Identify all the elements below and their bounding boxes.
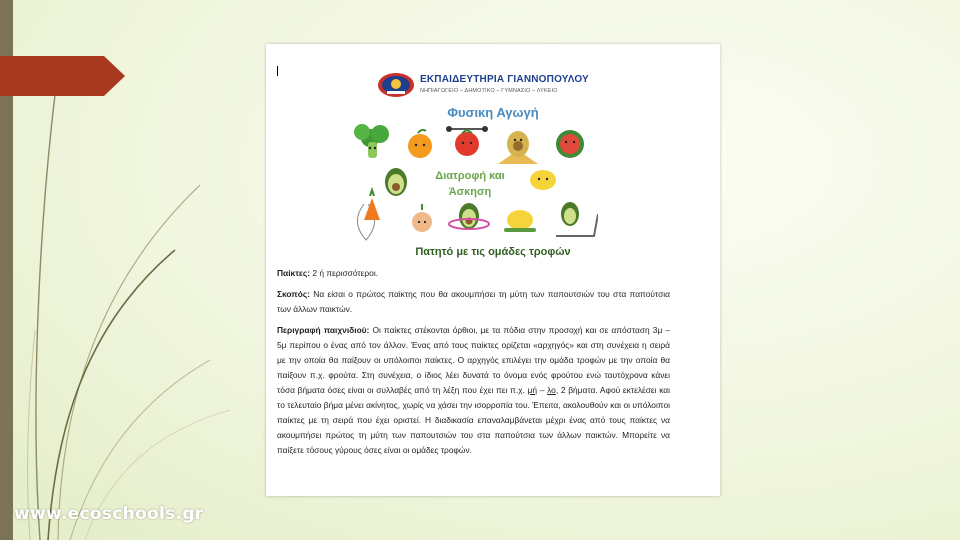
avocado-hoop-icon [449,203,489,229]
description-text-part2: , 2 βήματα. Αφού εκτελέσει και το τελευταίο βήμα μένει ακίνητος, χωρίς να χάσει την ισορροπία του. Έπειτα, ακολουθούν και οι υπόλοιποι παίκτες με τη σειρά που έχει οριστεί. Η διαδικασία επαναλαμβάνεται μέχρι ένας από τους παίκτες να ακουμπήσει πρώτος τη μύτη των παπουτσιών του στα παπούτσια των άλλων παικτών. Μπορείτε να παίξετε τόσους γύρους όσες είναι οι ομάδες τροφών. [277,385,670,455]
goal-label: Σκοπός: [277,289,310,299]
illustration-title [430,168,510,200]
players-paragraph [277,266,670,281]
description-paragraph [277,323,670,458]
watermelon-icon [556,130,584,158]
syllable-1: μή [527,385,538,395]
red-arrow-marker [0,56,126,96]
illustration-title-line2: Άσκηση [448,186,492,198]
carrot-icon [357,190,380,240]
avocado-icon [385,168,407,196]
document-page [266,44,720,496]
lemon-icon [530,170,556,190]
onion-icon [412,204,432,232]
illustration-title-line1: Διατροφή και [435,170,505,182]
watermark-text: www.ecoschools.gr [14,504,204,524]
school-logo-icon [376,71,416,99]
syllable-dash: – [537,385,548,395]
description-text-part1: Οι παίκτες στέκονται όρθιοι, με τα πόδια στην προσοχή και σε απόσταση 3μ – 5μ περίπου ο ένας από τον άλλον. Ένας από τους παίκτες ορίζεται «αρχηγός» και στη συνέχεια η σειρά με την οποία θα παίξουν οι υπόλοιποι παίκτες. Ο αρχηγός επιλέγει την ομάδα τροφών με την οποία θα παίξουν π.χ. φρούτα. Στη συνέχεια, ο ίδιος λέει δυνατά το όνομα ενός φρούτου ενώ ταυτόχρονα κάνει τόσα βήματα όσες είναι οι συλλαβές από τη λέξη που έχει πει π.χ. [277,325,671,395]
subject-title: Φυσικη Αγωγή [447,105,539,120]
players-label: Παίκτες: [277,268,311,278]
text-cursor [277,66,278,76]
description-label: Περιγραφή παιχνιδιού: [277,325,370,335]
game-description [277,266,670,464]
goal-text: Να είσαι ο πρώτος παίκτης που θα ακουμπήσει τη μύτη των παπουτσιών του στα παπούτσια των άλλων παικτών. [277,289,670,314]
avocado-treadmill-icon [556,202,598,236]
tomato-icon [446,126,488,156]
players-text: 2 ή περισσότεροι. [312,268,379,278]
lemon-weights-icon [504,210,536,232]
goal-paragraph [277,287,670,317]
orange-icon [408,130,432,158]
school-name: ΕΚΠΑΙΔΕΥΤΗΡΙΑ ΓΙΑΝΝΟΠΟΥΛΟΥ [420,74,589,85]
game-title: Πατητό με τις ομάδες τροφών [415,246,571,258]
broccoli-icon [354,124,389,158]
pear-icon [498,131,538,164]
school-levels: ΝΗΠΙΑΓΩΓΕΙΟ – ΔΗΜΟΤΙΚΟ – ΓΥΜΝΑΣΙΟ – ΛΥΚΕΙΟ [420,88,558,94]
syllable-2: λο [547,385,556,395]
